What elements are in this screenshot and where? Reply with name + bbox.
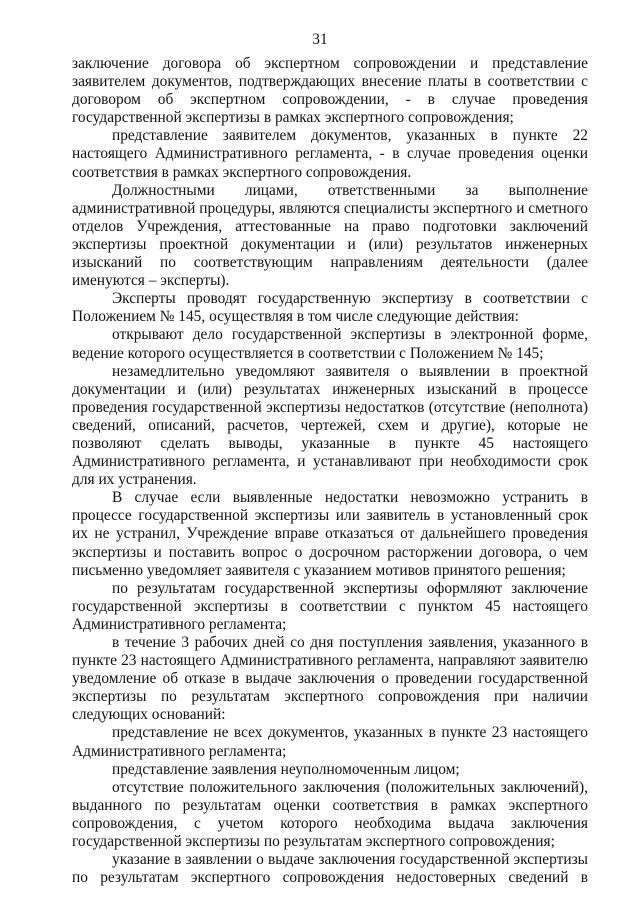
paragraph: заключение договора об экспертном сопровождении и представление заявителем документов, подтверждающих внесение платы в соответствии с договором об экспертном сопровождении, - в случае проведения государственной экспертизы в рамках экспертного сопровождения; bbox=[72, 55, 588, 127]
paragraph: представление заявителем документов, указанных в пункте 22 настоящего Административного регламента, - в случае проведения оценки соответствия в рамках экспертного сопровождения. bbox=[72, 127, 588, 181]
paragraph: В случае если выявленные недостатки невозможно устранить в процессе государственной экспертизы или заявитель в установленный срок их не устранил, Учреждение вправе отказаться от дальнейшего проведения экспертизы и поставить вопрос о досрочном расторжении договора, о чем письменно уведомляет заявителя с указанием мотивов принятого решения; bbox=[72, 489, 588, 579]
paragraph: открывают дело государственной экспертизы в электронной форме, ведение которого осуществляется в соответствии с Положением № 145; bbox=[72, 326, 588, 362]
paragraph: по результатам государственной экспертизы оформляют заключение государственной экспертизы в соответствии с пунктом 45 настоящего Административного регламента; bbox=[72, 579, 588, 633]
paragraph: незамедлительно уведомляют заявителя о выявлении в проектной документации и (или) результатах инженерных изысканий в процессе проведения государственной экспертизы недостатков (отсутствие (неполнота) сведений, описаний, расчетов, чертежей, схем и другие), которые не позволяют сделать выводы, указанные в пункте 45 настоящего Административного регламента, и устанавливают при необходимости срок для их устранения. bbox=[72, 362, 588, 489]
paragraph: в течение 3 рабочих дней со дня поступления заявления, указанного в пункте 23 настоящего Административного регламента, направляют заявителю уведомление об отказе в выдаче заключения о проведении государственной экспертизы по результатам экспертного сопровождения при наличии следующих оснований: bbox=[72, 634, 588, 724]
paragraph: указание в заявлении о выдаче заключения государственной экспертизы по результатам экспертного сопровождения недостоверных сведений в bbox=[72, 851, 588, 887]
paragraph: Должностными лицами, ответственными за выполнение административной процедуры, являются специалисты экспертного и сметного отделов Учреждения, аттестованные на право подготовки заключений экспертизы проектной документации и (или) результатов инженерных изысканий по соответствующим направлениям деятельности (далее именуются – эксперты). bbox=[72, 181, 588, 290]
page-number: 31 bbox=[312, 31, 328, 48]
paragraph: Эксперты проводят государственную экспертизу в соответствии с Положением № 145, осуществляя в том числе следующие действия: bbox=[72, 290, 588, 326]
paragraph: представление заявления неуполномоченным лицом; bbox=[112, 760, 460, 778]
document-body bbox=[72, 55, 588, 887]
paragraph: отсутствие положительного заключения (положительных заключений), выданного по результатам оценки соответствия в рамках экспертного сопровождения, с учетом которого необходима выдача заключения государственной экспертизы по результатам экспертного сопровождения; bbox=[72, 778, 588, 851]
paragraph: представление не всех документов, указанных в пункте 23 настоящего Административного регламента; bbox=[72, 724, 588, 760]
